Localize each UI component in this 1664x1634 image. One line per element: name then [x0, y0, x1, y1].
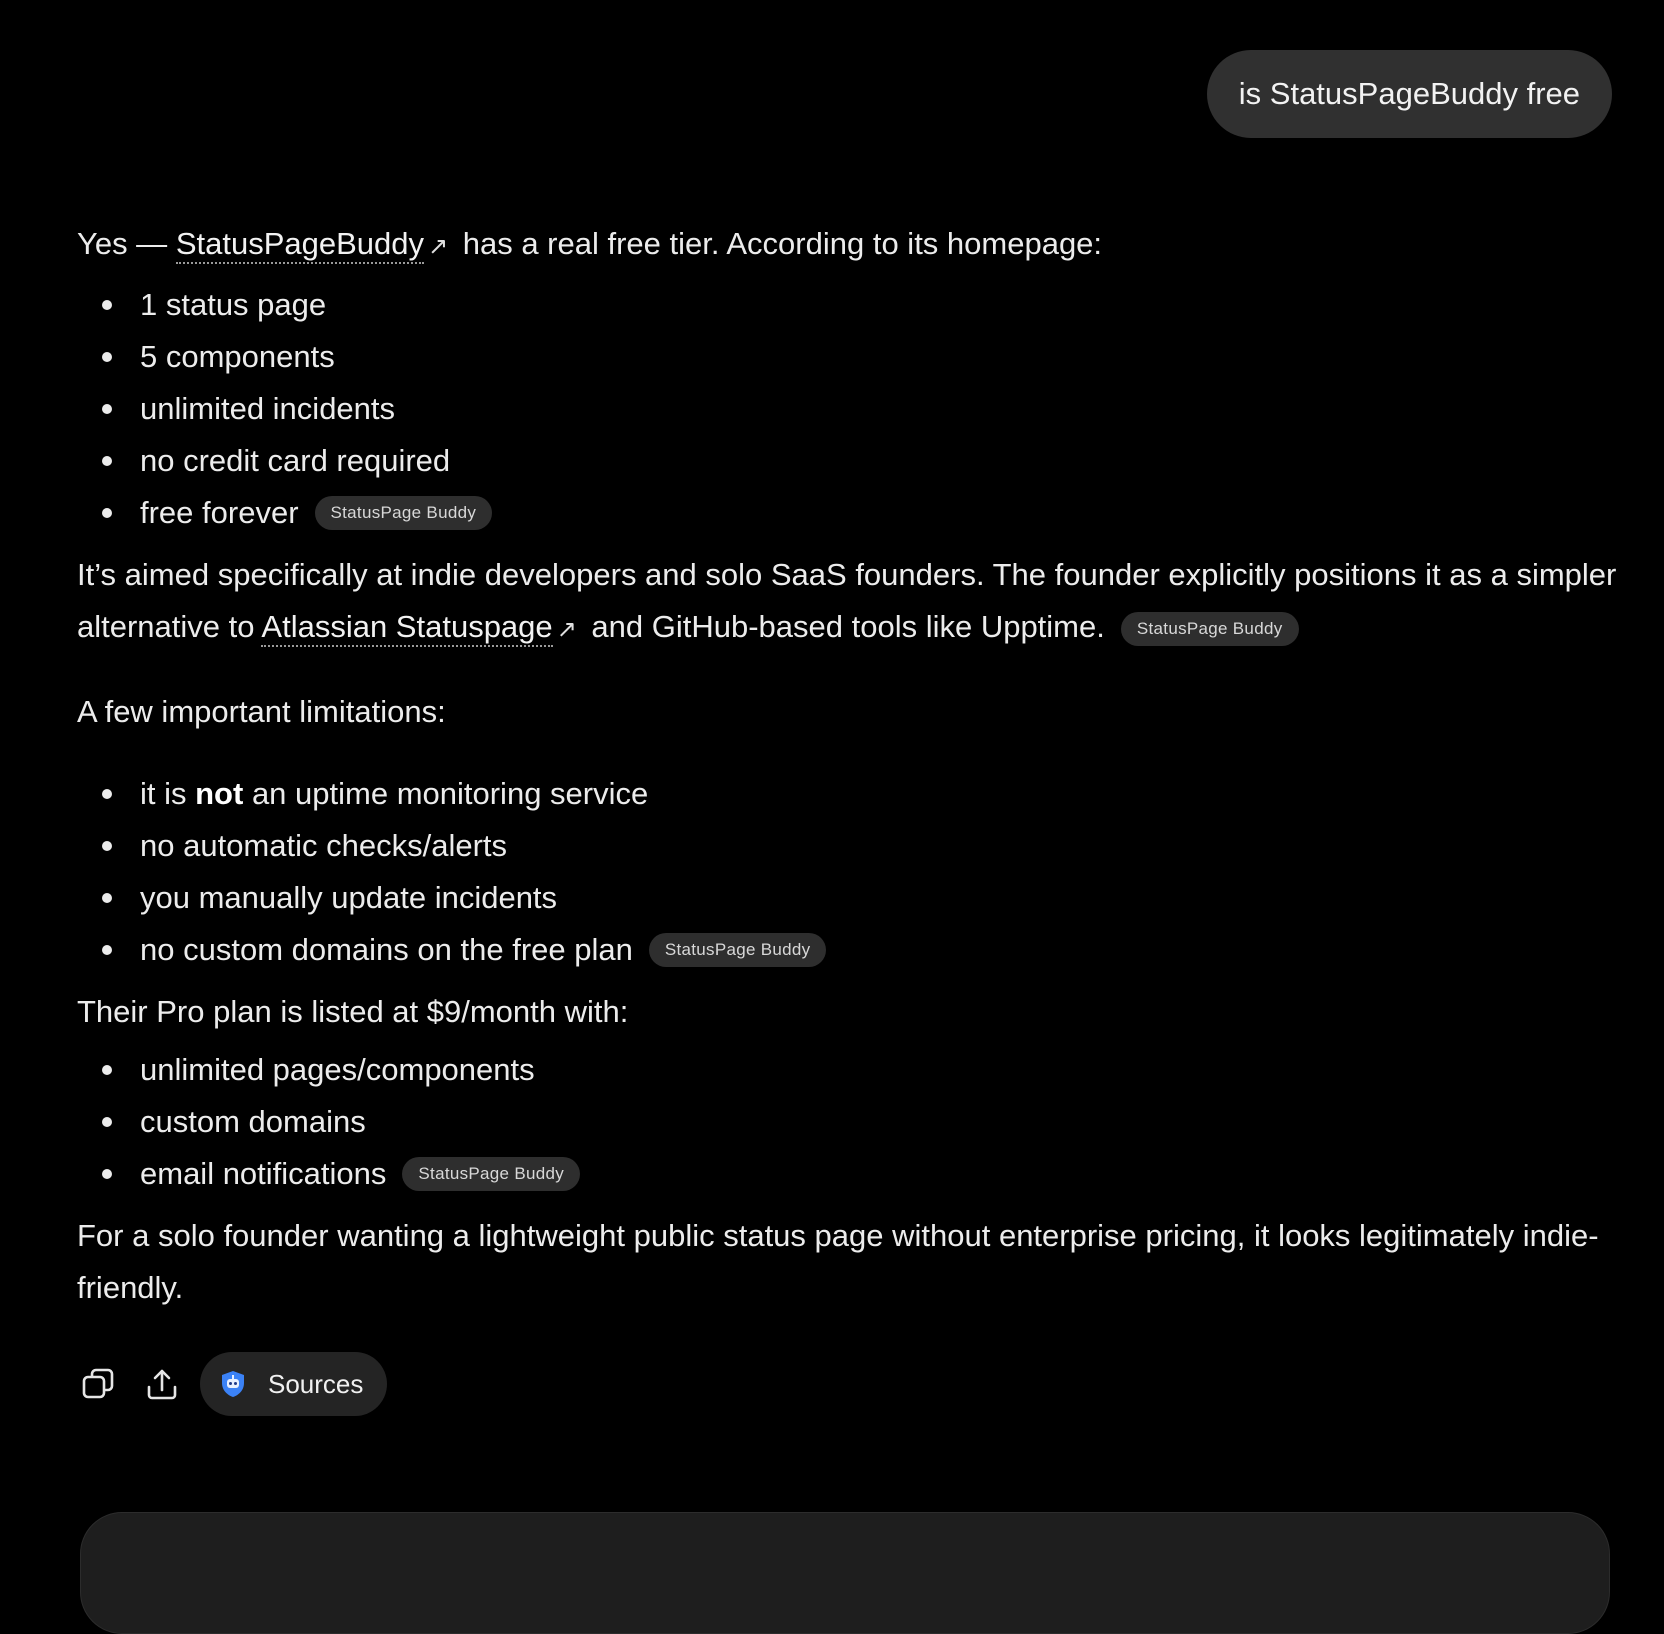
share-button[interactable]	[136, 1358, 188, 1410]
list-item	[77, 1148, 1617, 1200]
atlassian-statuspage-link[interactable]: Atlassian Statuspage	[261, 609, 552, 647]
statuspagebuddy-link[interactable]: StatusPageBuddy	[176, 226, 424, 264]
intro-text-pre: Yes —	[77, 226, 176, 261]
limitations-list	[77, 768, 1617, 976]
list-item	[77, 872, 1617, 924]
list-item-text: unlimited pages/components	[140, 1052, 535, 1087]
list-item	[77, 1096, 1617, 1148]
limitations-heading: A few important limitations:	[77, 694, 446, 729]
list-item	[77, 383, 1617, 435]
share-icon	[144, 1366, 180, 1402]
list-item-text: no custom domains on the free plan	[140, 932, 633, 967]
list-item	[77, 279, 1617, 331]
audience-text-pre: It’s aimed specifically at indie developers and solo SaaS founders. The founder explicitly positions it as a simpler alternative to	[77, 557, 1617, 644]
free-tier-list	[77, 279, 1617, 539]
citation-chip[interactable]: StatusPage Buddy	[649, 933, 827, 967]
list-item	[77, 331, 1617, 383]
list-item-text: free forever	[140, 495, 299, 530]
message-composer[interactable]	[80, 1512, 1610, 1634]
audience-text-post: and GitHub-based tools like Upptime.	[582, 609, 1105, 644]
sources-label: Sources	[268, 1368, 364, 1399]
citation-chip[interactable]: StatusPage Buddy	[402, 1157, 580, 1191]
message-actions	[72, 1352, 387, 1416]
list-item-text: you manually update incidents	[140, 880, 558, 915]
list-item-text: no credit card required	[140, 443, 451, 478]
list-item	[77, 487, 1617, 539]
list-item	[77, 1044, 1617, 1096]
intro-paragraph	[77, 218, 1617, 273]
user-message-bubble	[1207, 50, 1612, 138]
list-item-text: custom domains	[140, 1104, 366, 1139]
external-link-arrow-icon: ↗	[556, 616, 577, 643]
intro-text-post: has a real free tier. According to its homepage:	[454, 226, 1103, 261]
citation-chip[interactable]: StatusPage Buddy	[1121, 612, 1299, 646]
list-item-text: unlimited incidents	[140, 391, 396, 426]
list-item-text: email notifications	[140, 1156, 387, 1191]
list-item	[77, 435, 1617, 487]
audience-paragraph	[77, 549, 1617, 656]
conclusion-paragraph: For a solo founder wanting a lightweight public status page without enterprise pricing, it looks legitimately indie-friendly.	[77, 1218, 1599, 1305]
pro-plan-heading: Their Pro plan is listed at $9/month with:	[77, 994, 629, 1029]
list-item	[77, 820, 1617, 872]
copy-button[interactable]	[72, 1358, 124, 1410]
pro-features-list	[77, 1044, 1617, 1200]
list-item	[77, 768, 1617, 820]
external-link-arrow-icon: ↗	[428, 233, 449, 260]
sources-button[interactable]	[200, 1352, 387, 1416]
list-item-text: it is not an uptime monitoring service	[140, 776, 649, 811]
bold-not: not	[195, 776, 244, 811]
list-item-text: 5 components	[140, 339, 335, 374]
citation-chip[interactable]: StatusPage Buddy	[315, 496, 493, 530]
user-message-text: is StatusPageBuddy free	[1238, 76, 1580, 111]
list-item	[77, 924, 1617, 976]
list-item-text: no automatic checks/alerts	[140, 828, 508, 863]
assistant-answer	[77, 218, 1617, 1314]
robot-favicon-icon	[218, 1369, 248, 1399]
list-item-text: 1 status page	[140, 287, 327, 322]
copy-icon	[80, 1366, 116, 1402]
